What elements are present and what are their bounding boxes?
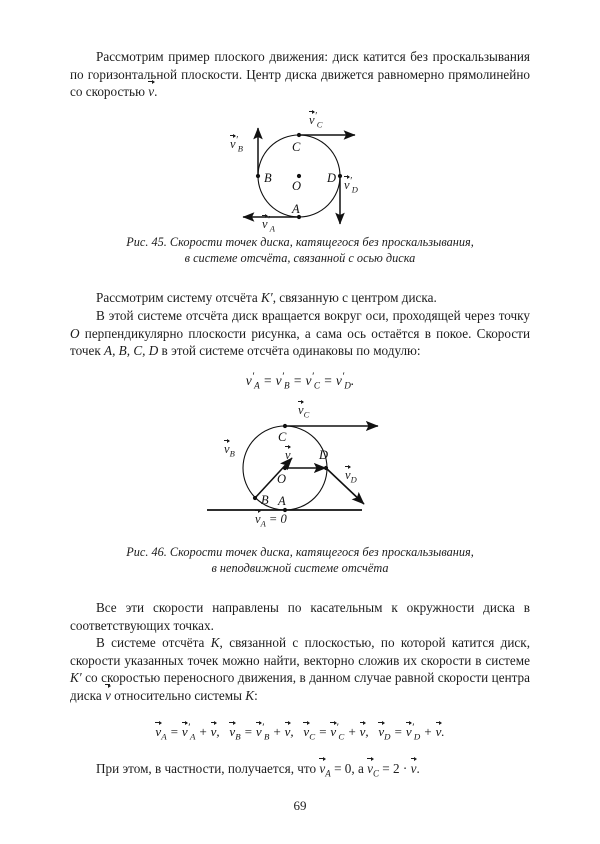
- vector-label-vD-46: $v_D$: [345, 468, 357, 485]
- paragraph-text: [70, 48, 530, 101]
- label-A-46: A: [278, 494, 286, 508]
- symbol-K-prime-2: K′: [70, 670, 82, 686]
- vector-label-vC-45: $v'_C$: [309, 111, 323, 130]
- paragraph-3-part-a: В этой системе отсчёта диск вращается вокруг оси, проходящей через точку: [96, 308, 530, 323]
- figure-45-svg: [0, 112, 600, 230]
- label-O-46: O: [277, 472, 287, 486]
- paragraph-2-lead: Рассмотрим систему отсчёта: [96, 290, 261, 305]
- paragraph-3-part-c: в этой системе отсчёта одинаковы по модулю:: [158, 343, 421, 359]
- label-C-46: C: [278, 430, 287, 444]
- label-C-45: C: [292, 140, 301, 154]
- paragraph-frame-K-ground: [70, 634, 530, 704]
- paragraph-5-text: [70, 634, 530, 704]
- caption-45-line-2: в системе отсчёта, связанной с осью диска: [184, 251, 416, 265]
- paragraph-1-tail: .: [154, 84, 158, 100]
- paragraph-1-text: Рассмотрим пример плоского движения: диск катится без проскальзывания по горизонтальной плоскости. Центр диска движется равномерно прямолинейно со скоростью: [70, 49, 530, 100]
- paragraph-3-part-b: перпендикулярно плоскости рисунка, а сама ось остаётся в покое. Скорости точек: [70, 325, 530, 359]
- arrow-vB-46: [255, 458, 292, 498]
- paragraph-5-part-e: :: [254, 687, 258, 703]
- paragraph-2-tail: , связанную с центром диска.: [272, 290, 437, 305]
- formula-velocity-addition: [0, 723, 600, 742]
- formula-2-content: $v_A = v'_A + v$, $v_B = v'_B + v$, $v_C = v'_C + v$, $v_D = v'_D + v$.: [155, 723, 445, 742]
- paragraph-6-part-b: = 0, а: [330, 761, 368, 776]
- figure-45: [0, 111, 600, 234]
- paragraph-2-text: [70, 289, 530, 307]
- vector-label-vB-46: $v_B$: [224, 442, 235, 459]
- figure-46-caption: [70, 544, 530, 576]
- paragraph-4-text: [70, 599, 530, 634]
- label-B-46: B: [261, 493, 269, 507]
- symbol-point-O: O: [70, 325, 80, 341]
- paragraph-6-part-d: .: [416, 761, 420, 776]
- paragraph-conclusion: [70, 760, 530, 783]
- paragraph-6-part-c: = 2 ·: [378, 761, 411, 776]
- vector-label-vA-46: $v_A = 0$: [255, 512, 287, 529]
- paragraph-4-content: Все эти скорости направлены по касательным к окружности диска в соответствующих точках.: [70, 600, 530, 633]
- vector-vC-inline: $v_C$: [367, 761, 379, 779]
- formula-equal-magnitudes: [0, 370, 600, 390]
- vector-label-vC-46: $v_C$: [298, 403, 310, 420]
- paragraph-3-text: [70, 307, 530, 360]
- caption-46-line-1: Рис. 46. Скорости точек диска, катящегося без проскальзывания,: [126, 545, 474, 559]
- page-number: 69: [293, 798, 307, 813]
- symbol-K-prime: K′: [261, 290, 273, 305]
- vector-v-inline: v: [148, 84, 155, 100]
- vector-label-vA-45: $v'_A$: [262, 215, 275, 234]
- paragraph-5-part-d: относительно системы: [110, 687, 246, 703]
- figure-45-caption: [70, 234, 530, 266]
- paragraph-rotation: [70, 307, 530, 360]
- vector-vA-inline: $v_A$: [319, 761, 331, 779]
- paragraph-5-part-c: со скоростью переносного движения, в данном случае равной скорости центра диска: [70, 670, 530, 703]
- center-point-O-45: [297, 174, 301, 178]
- paragraph-tangential: [70, 599, 530, 634]
- figure-46: [0, 400, 600, 529]
- paragraph-5-part-b: , связанной с плоскостью, по которой катится диск, скорости указанных точек можно найти, векторно сложив их скорости в системе: [70, 635, 530, 668]
- caption-45-line-1: Рис. 45. Скорости точек диска, катящегося без проскальзывания,: [126, 235, 474, 249]
- vector-v-inline-3: v: [410, 761, 417, 776]
- label-A-45: A: [292, 202, 300, 216]
- symbol-K-2: K: [245, 687, 255, 703]
- formula-1-content: $v'_A = v'_B = v'_C = v'_D$.: [245, 370, 355, 391]
- vector-label-v-center-46: v: [285, 448, 291, 462]
- paragraph-5-part-a: В системе отсчёта: [96, 635, 211, 650]
- symbol-K-1: K: [210, 635, 220, 650]
- paragraph-intro: [70, 48, 530, 101]
- label-O-45: O: [292, 179, 302, 193]
- label-D-46: D: [319, 448, 329, 462]
- label-D-45: D: [327, 171, 337, 185]
- paragraph-6-text: [70, 760, 530, 783]
- vector-label-vD-45: $v'_D$: [344, 176, 358, 195]
- symbol-points-ABCD: A, B, C, D: [104, 343, 159, 359]
- paragraph-6-part-a: При этом, в частности, получается, что: [96, 761, 320, 776]
- vector-label-vB-45: $v'_B$: [230, 135, 243, 154]
- vector-v-inline-2: v: [104, 687, 111, 703]
- paragraph-frame-K: [70, 289, 530, 307]
- caption-46-line-2: в неподвижной системе отсчёта: [211, 561, 389, 575]
- label-B-45: B: [264, 171, 272, 185]
